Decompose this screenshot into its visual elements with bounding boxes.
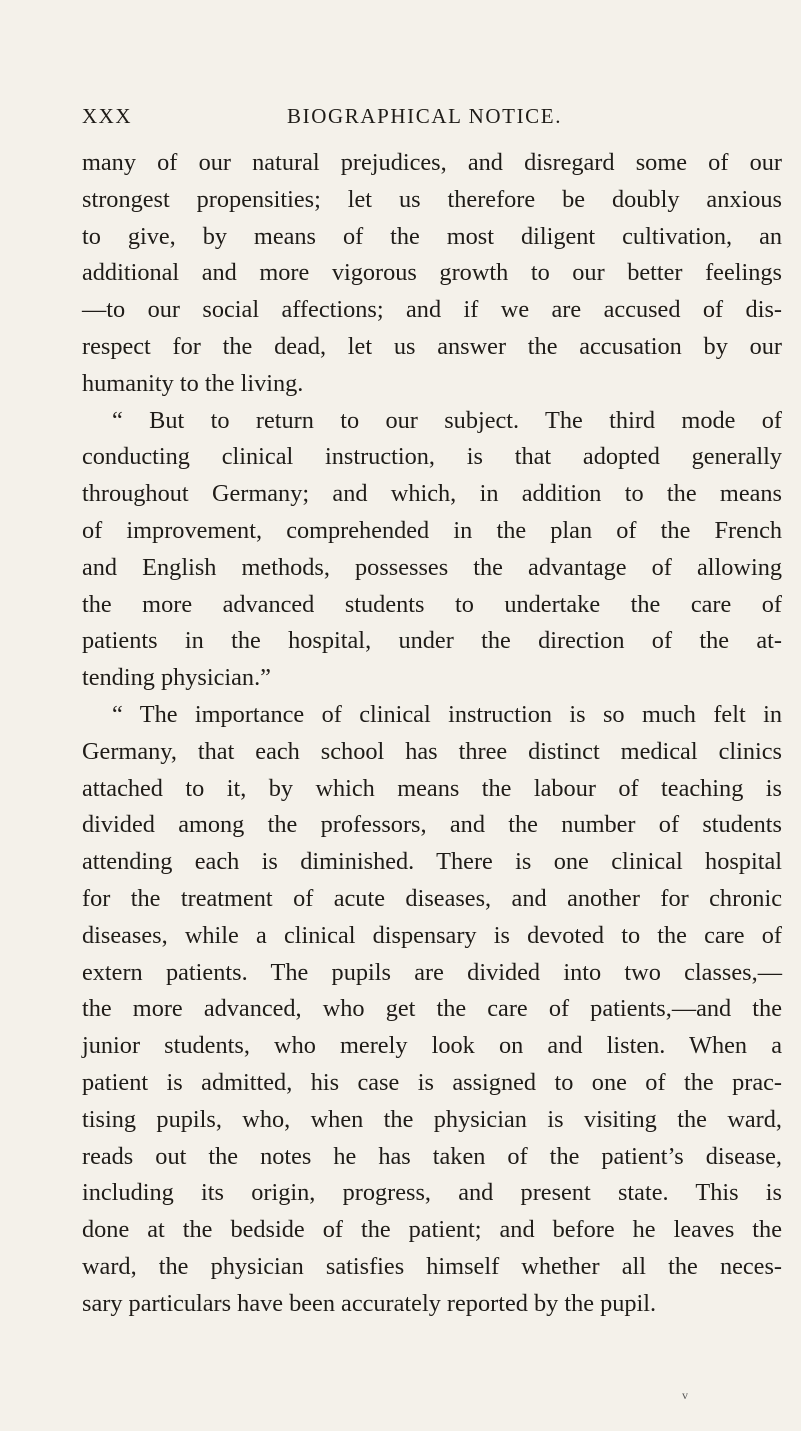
- text-line: strongest propensities; let us therefore be doubly anxious: [82, 185, 782, 213]
- text-line: “ The importance of clinical instruction is so much felt in: [112, 700, 782, 728]
- running-title: BIOGRAPHICAL NOTICE.: [287, 104, 563, 128]
- text-line: of improvement, comprehended in the plan of the French: [82, 516, 782, 544]
- text-line: patients in the hospital, under the direction of the at-: [82, 627, 782, 655]
- page-number: XXX: [82, 104, 132, 128]
- text-line: and English methods, possesses the advantage of allowing: [82, 553, 782, 581]
- text-line: for the treatment of acute diseases, and another for chronic: [82, 884, 782, 912]
- text-line: ward, the physician satisfies himself whether all the neces-: [82, 1252, 782, 1280]
- text-line: attending each is diminished. There is one clinical hospital: [82, 848, 782, 876]
- text-line: divided among the professors, and the number of students: [82, 811, 782, 839]
- text-line: Germany, that each school has three distinct medical clinics: [82, 737, 782, 765]
- text-line: the more advanced, who get the care of patients,—and the: [82, 995, 782, 1023]
- text-line: junior students, who merely look on and listen. When a: [82, 1032, 782, 1060]
- text-line: the more advanced students to undertake the care of: [82, 590, 782, 618]
- text-line: many of our natural prejudices, and disregard some of our: [82, 149, 782, 176]
- body-text: [82, 145, 782, 1323]
- text-line: additional and more vigorous growth to our better feelings: [82, 259, 782, 287]
- signature-mark: v: [682, 1388, 688, 1402]
- text-line: patient is admitted, his case is assigned to one of the prac-: [82, 1068, 782, 1096]
- text-line: including its origin, progress, and present state. This is: [82, 1179, 782, 1207]
- text-line: “ But to return to our subject. The third mode of: [112, 406, 782, 434]
- text-line: extern patients. The pupils are divided into two classes,—: [82, 958, 782, 986]
- text-line: conducting clinical instruction, is that adopted generally: [82, 443, 782, 471]
- text-line: to give, by means of the most diligent cultivation, an: [82, 222, 782, 250]
- text-line: done at the bedside of the patient; and before he leaves the: [82, 1216, 782, 1244]
- text-line: reads out the notes he has taken of the patient’s disease,: [82, 1142, 782, 1170]
- text-line: humanity to the living.: [82, 369, 304, 397]
- running-head: [82, 104, 780, 134]
- text-line: throughout Germany; and which, in addition to the means: [82, 480, 782, 508]
- text-line: tending physician.”: [82, 664, 271, 692]
- text-line: attached to it, by which means the labour of teaching is: [82, 774, 782, 802]
- text-line: sary particulars have been accurately reported by the pupil.: [82, 1289, 657, 1317]
- text-line: —to our social affections; and if we are accused of dis-: [82, 296, 782, 324]
- text-line: tising pupils, who, when the physician is visiting the ward,: [82, 1105, 782, 1133]
- text-line: diseases, while a clinical dispensary is devoted to the care of: [82, 921, 782, 949]
- text-line: respect for the dead, let us answer the accusation by our: [82, 332, 782, 360]
